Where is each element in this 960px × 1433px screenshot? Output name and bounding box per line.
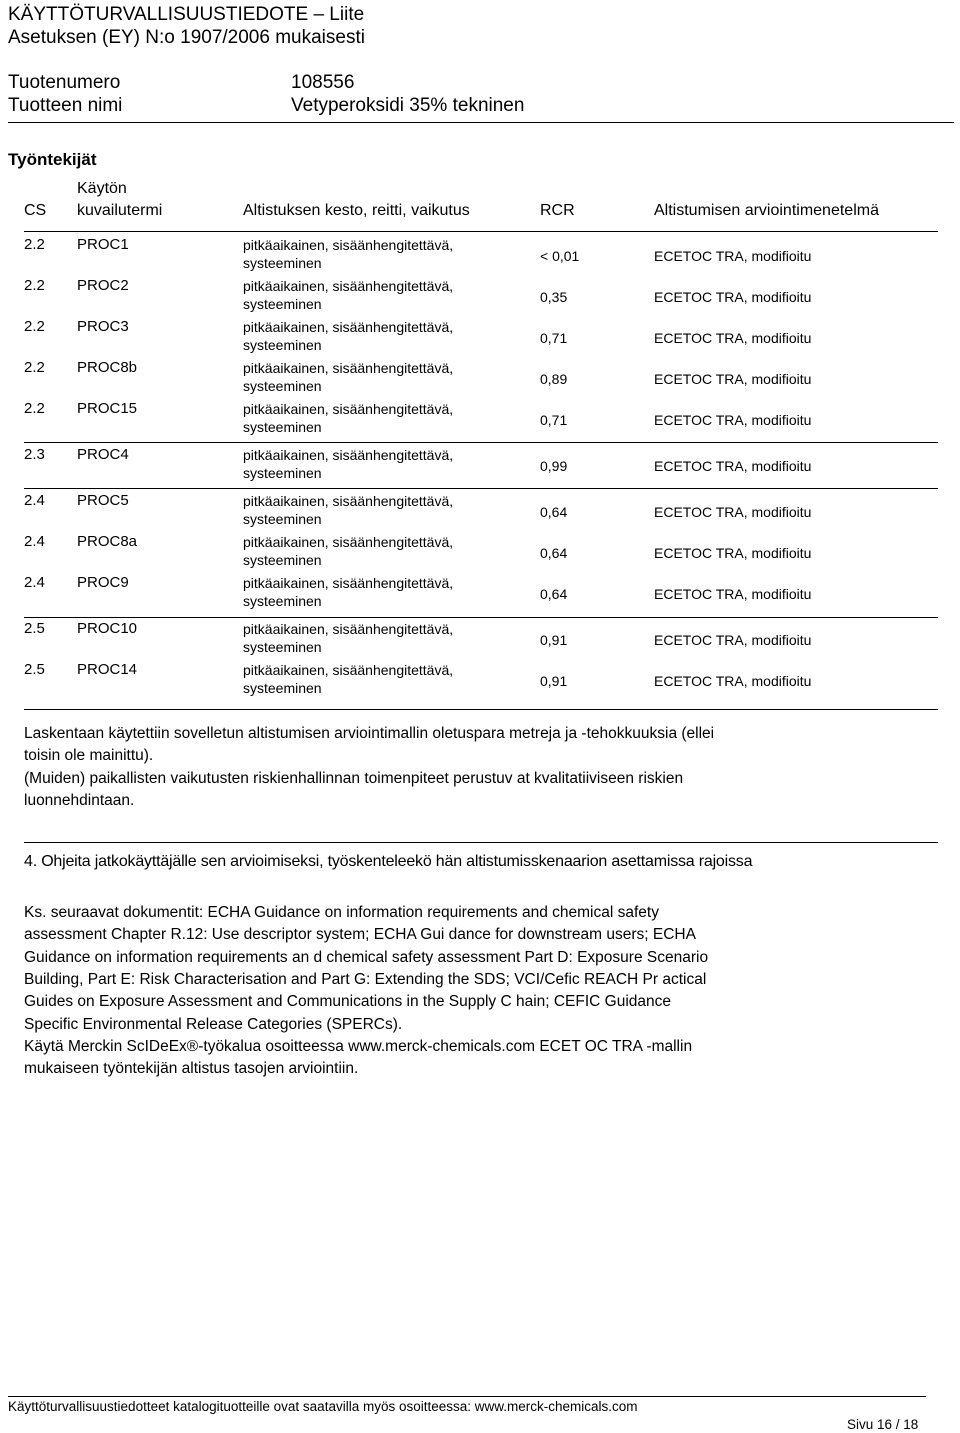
col-header-rcr: RCR [540,202,575,219]
method-cell: ECETOC TRA, modifioitu [654,545,812,561]
rcr-cell: 0,71 [540,412,568,428]
group-divider [24,617,938,618]
document-title: KÄYTTÖTURVALLISUUSTIEDOTE – Liite [8,4,365,25]
rcr-cell: 0,64 [540,545,568,561]
table-header-divider [24,231,938,232]
product-name-label: Tuotteen nimi [8,95,123,116]
col-header-use-line2: kuvailutermi [77,202,163,219]
exposure-cell-line2: systeeminen [243,680,322,696]
rcr-cell: 0,35 [540,289,568,305]
exposure-cell-line2: systeeminen [243,337,322,353]
rcr-cell: 0,99 [540,458,568,474]
method-cell: ECETOC TRA, modifioitu [654,632,812,648]
section4-line: Specific Environmental Release Categories (SPERCs). [24,1015,403,1033]
cs-cell: 2.2 [24,359,45,376]
rcr-cell: 0,64 [540,504,568,520]
exposure-cell-line1: pitkäaikainen, sisäänhengitettävä, [243,278,454,294]
table-bottom-divider [24,709,938,710]
exposure-cell-line2: systeeminen [243,552,322,568]
cs-cell: 2.2 [24,318,45,335]
use-descriptor-cell: PROC14 [77,661,138,678]
method-cell: ECETOC TRA, modifioitu [654,248,812,264]
exposure-cell-line1: pitkäaikainen, sisäänhengitettävä, [243,575,454,591]
exposure-cell-line1: pitkäaikainen, sisäänhengitettävä, [243,237,454,253]
exposure-cell-line1: pitkäaikainen, sisäänhengitettävä, [243,319,454,335]
cs-cell: 2.2 [24,277,45,294]
cs-cell: 2.5 [24,620,45,637]
method-cell: ECETOC TRA, modifioitu [654,504,812,520]
exposure-cell-line1: pitkäaikainen, sisäänhengitettävä, [243,662,454,678]
method-cell: ECETOC TRA, modifioitu [654,412,812,428]
product-number-value: 108556 [291,72,355,93]
page-number: Sivu 16 / 18 [847,1417,919,1432]
method-cell: ECETOC TRA, modifioitu [654,673,812,689]
method-cell: ECETOC TRA, modifioitu [654,586,812,602]
note-line: toisin ole mainittu). [24,747,154,764]
exposure-cell-line1: pitkäaikainen, sisäänhengitettävä, [243,360,454,376]
exposure-cell-line1: pitkäaikainen, sisäänhengitettävä, [243,534,454,550]
section-title: Työntekijät [8,150,97,169]
rcr-cell: 0,89 [540,371,568,387]
exposure-cell-line2: systeeminen [243,296,322,312]
document-subtitle: Asetuksen (EY) N:o 1907/2006 mukaisesti [8,27,365,48]
exposure-cell-line2: systeeminen [243,593,322,609]
col-header-cs: CS [24,202,47,219]
exposure-cell-line2: systeeminen [243,419,322,435]
rcr-cell: 0,91 [540,673,568,689]
section4-line: Guides on Exposure Assessment and Communications in the Supply C hain; CEFIC Guidance [24,993,672,1011]
section4-line: Building, Part E: Risk Characterisation and Part G: Extending the SDS; VCI/Cefic REACH Pr actical [24,970,707,988]
use-descriptor-cell: PROC3 [77,318,129,335]
exposure-cell-line1: pitkäaikainen, sisäänhengitettävä, [243,493,454,509]
use-descriptor-cell: PROC8b [77,359,138,376]
rcr-cell: < 0,01 [540,248,580,264]
exposure-cell-line1: pitkäaikainen, sisäänhengitettävä, [243,621,454,637]
group-divider [24,488,938,489]
section4-line: Guidance on information requirements an d chemical safety assessment Part D: Exposure Scenario [24,948,709,966]
cs-cell: 2.4 [24,533,45,550]
section4-line: assessment Chapter R.12: Use descriptor system; ECHA Gui dance for downstream users; ECHA [24,926,696,944]
use-descriptor-cell: PROC5 [77,492,129,509]
exposure-cell-line2: systeeminen [243,639,322,655]
use-descriptor-cell: PROC4 [77,446,129,463]
exposure-cell-line1: pitkäaikainen, sisäänhengitettävä, [243,447,454,463]
cs-cell: 2.3 [24,446,45,463]
exposure-cell-line2: systeeminen [243,255,322,271]
use-descriptor-cell: PROC15 [77,400,138,417]
cs-cell: 2.5 [24,661,45,678]
cs-cell: 2.2 [24,236,45,253]
cs-cell: 2.4 [24,492,45,509]
section4-line: Käytä Merckin ScIDeEx®-työkalua osoitteessa www.merck-chemicals.com ECET OC TRA -mallin [24,1037,693,1055]
footer-text: Käyttöturvallisuustiedotteet katalogituotteille ovat saatavilla myös osoitteessa: www.merck-chemicals.com [8,1399,638,1414]
use-descriptor-cell: PROC1 [77,236,129,253]
col-header-use-line1: Käytön [77,180,127,197]
use-descriptor-cell: PROC9 [77,574,129,591]
rcr-cell: 0,64 [540,586,568,602]
section4-line: Ks. seuraavat dokumentit: ECHA Guidance on information requirements and chemical safety [24,904,659,921]
note-line: Laskentaan käytettiin sovelletun altistumisen arviointimallin oletuspara metreja ja -tehokkuuksia (ellei [24,725,715,742]
col-header-method: Altistumisen arviointimenetelmä [654,202,879,219]
exposure-cell-line2: systeeminen [243,378,322,394]
header-divider [8,122,954,123]
section4-divider [24,842,938,843]
method-cell: ECETOC TRA, modifioitu [654,371,812,387]
note-line: (Muiden) paikallisten vaikutusten riskienhallinnan toimenpiteet perustuv at kvalitatiiviseen riskien [24,770,684,787]
use-descriptor-cell: PROC2 [77,277,129,294]
group-divider [24,442,938,443]
section4-line: mukaiseen työntekijän altistus tasojen arviointiin. [24,1060,359,1078]
method-cell: ECETOC TRA, modifioitu [654,330,812,346]
use-descriptor-cell: PROC10 [77,620,138,637]
product-name-value: Vetyperoksidi 35% tekninen [291,95,525,116]
section4-heading: 4. Ohjeita jatkokäyttäjälle sen arvioimiseksi, työskenteleekö hän altistumisskenaarion asettamissa rajoissa [24,853,753,870]
cs-cell: 2.2 [24,400,45,417]
note-line: luonnehdintaan. [24,792,135,809]
exposure-cell-line1: pitkäaikainen, sisäänhengitettävä, [243,401,454,417]
exposure-cell-line2: systeeminen [243,465,322,481]
exposure-cell-line2: systeeminen [243,511,322,527]
col-header-exposure: Altistuksen kesto, reitti, vaikutus [243,202,470,219]
footer-divider [8,1396,926,1397]
method-cell: ECETOC TRA, modifioitu [654,458,812,474]
use-descriptor-cell: PROC8a [77,533,138,550]
cs-cell: 2.4 [24,574,45,591]
rcr-cell: 0,71 [540,330,568,346]
product-number-label: Tuotenumero [8,72,121,93]
method-cell: ECETOC TRA, modifioitu [654,289,812,305]
rcr-cell: 0,91 [540,632,568,648]
